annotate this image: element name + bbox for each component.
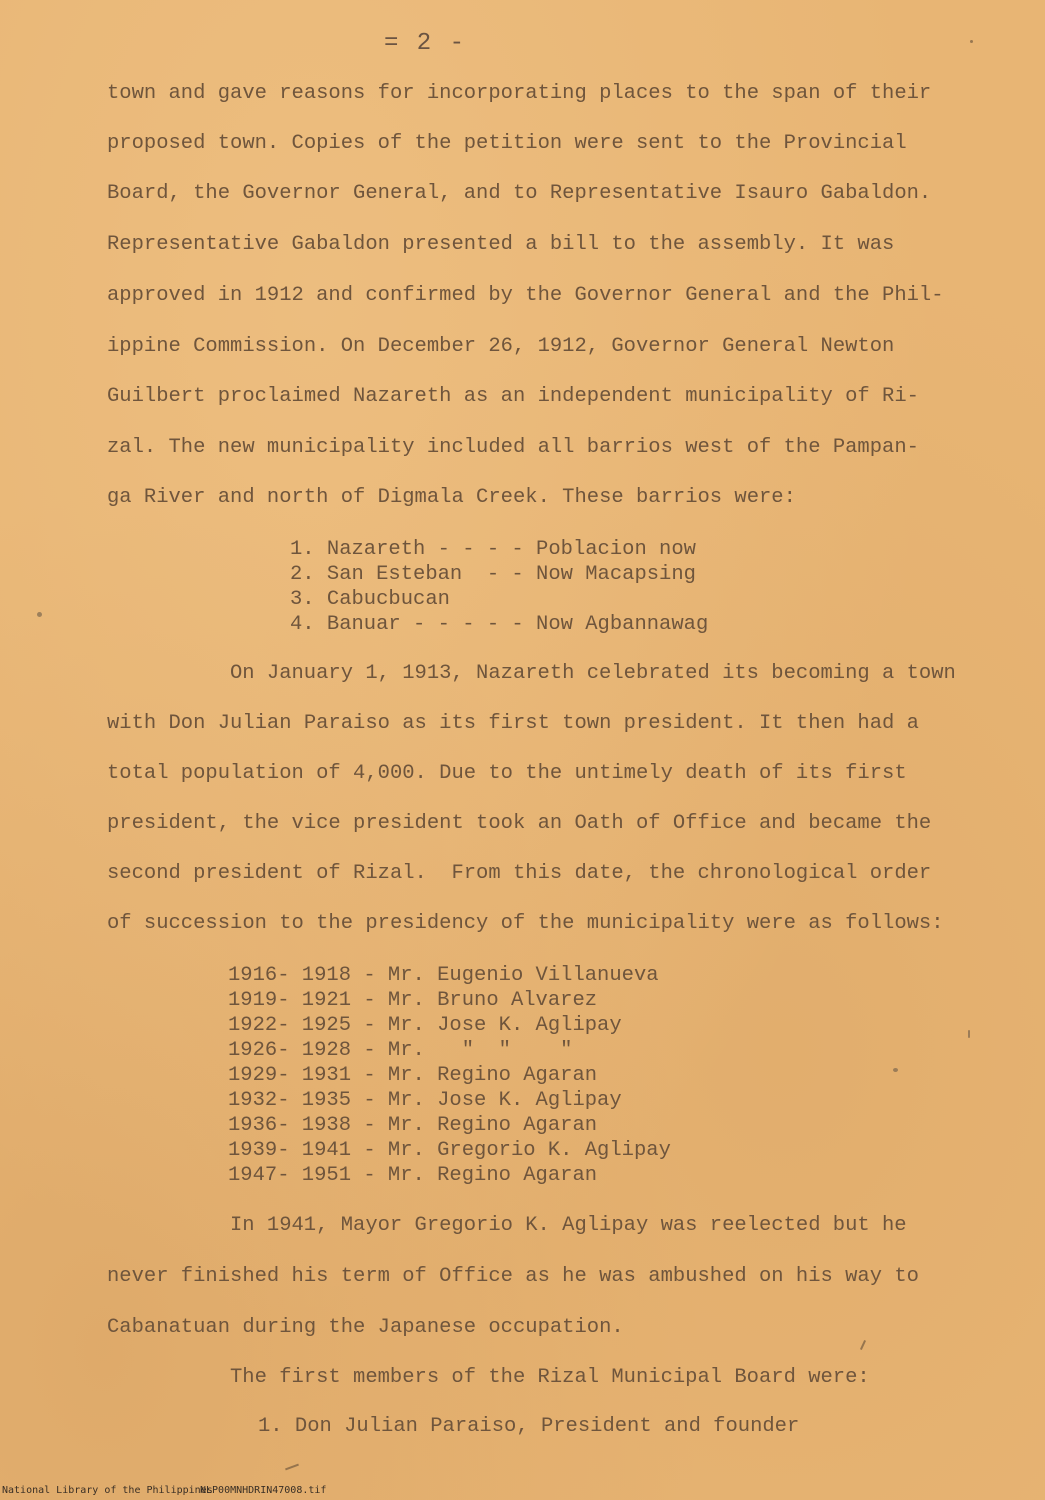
list-item: 1932- 1935 - Mr. Jose K. Aglipay (228, 1089, 622, 1112)
list-item: 1916- 1918 - Mr. Eugenio Villanueva (228, 964, 659, 987)
text-line: 1. Don Julian Paraiso, President and founder (258, 1415, 800, 1438)
text-line: ippine Commission. On December 26, 1912, Governor General Newton (107, 335, 895, 358)
text-line: proposed town. Copies of the petition were sent to the Provincial (107, 132, 907, 155)
text-line: The first members of the Rizal Municipal Board were: (230, 1366, 870, 1389)
list-item: 1936- 1938 - Mr. Regino Agaran (228, 1114, 598, 1137)
text-line: president, the vice president took an Oath of Office and became the (107, 812, 932, 835)
list-item: 1. Nazareth - - - - Poblacion now (290, 538, 696, 561)
text-line: Guilbert proclaimed Nazareth as an independent municipality of Ri- (107, 385, 919, 408)
text-line: Cabanatuan during the Japanese occupation. (107, 1316, 624, 1339)
list-item: 1947- 1951 - Mr. Regino Agaran (228, 1164, 598, 1187)
text-line: approved in 1912 and confirmed by the Governor General and the Phil- (107, 284, 944, 307)
footer-library-label: National Library of the Philippines (2, 1485, 213, 1496)
text-line: with Don Julian Paraiso as its first town president. It then had a (107, 712, 919, 735)
page-number: = 2 - (384, 30, 467, 57)
list-item: 4. Banuar - - - - - Now Agbannawag (290, 613, 709, 636)
text-line: second president of Rizal. From this date, the chronological order (107, 862, 932, 885)
list-item: 1926- 1928 - Mr. " " " (228, 1039, 573, 1062)
text-line: total population of 4,000. Due to the untimely death of its first (107, 762, 907, 785)
list-item: 3. Cabucbucan (290, 588, 450, 611)
list-item: 1929- 1931 - Mr. Regino Agaran (228, 1064, 598, 1087)
text-line: Representative Gabaldon presented a bill to the assembly. It was (107, 233, 895, 256)
text-line: ga River and north of Digmala Creek. These barrios were: (107, 486, 796, 509)
text-line: never finished his term of Office as he was ambushed on his way to (107, 1265, 919, 1288)
paper-speck (893, 1068, 898, 1072)
list-item: 1922- 1925 - Mr. Jose K. Aglipay (228, 1014, 622, 1037)
text-line: In 1941, Mayor Gregorio K. Aglipay was reelected but he (230, 1214, 907, 1237)
pen-mark (285, 1464, 299, 1471)
list-item: 1939- 1941 - Mr. Gregorio K. Aglipay (228, 1139, 671, 1162)
text-line: zal. The new municipality included all barrios west of the Pampan- (107, 436, 919, 459)
text-line: Board, the Governor General, and to Representative Isauro Gabaldon. (107, 182, 932, 205)
list-item: 2. San Esteban - - Now Macapsing (290, 563, 696, 586)
footer-filename-label: NLP00MNHDRIN47008.tif (200, 1485, 327, 1496)
paper-speck (37, 612, 42, 617)
text-line: town and gave reasons for incorporating places to the span of their (107, 82, 932, 105)
text-line: of succession to the presidency of the municipality were as follows: (107, 912, 944, 935)
list-item: 1919- 1921 - Mr. Bruno Alvarez (228, 989, 598, 1012)
paper-speck (968, 1030, 970, 1038)
text-line: On January 1, 1913, Nazareth celebrated its becoming a town (230, 662, 956, 685)
pen-mark (860, 1340, 866, 1350)
pen-mark (970, 40, 973, 43)
